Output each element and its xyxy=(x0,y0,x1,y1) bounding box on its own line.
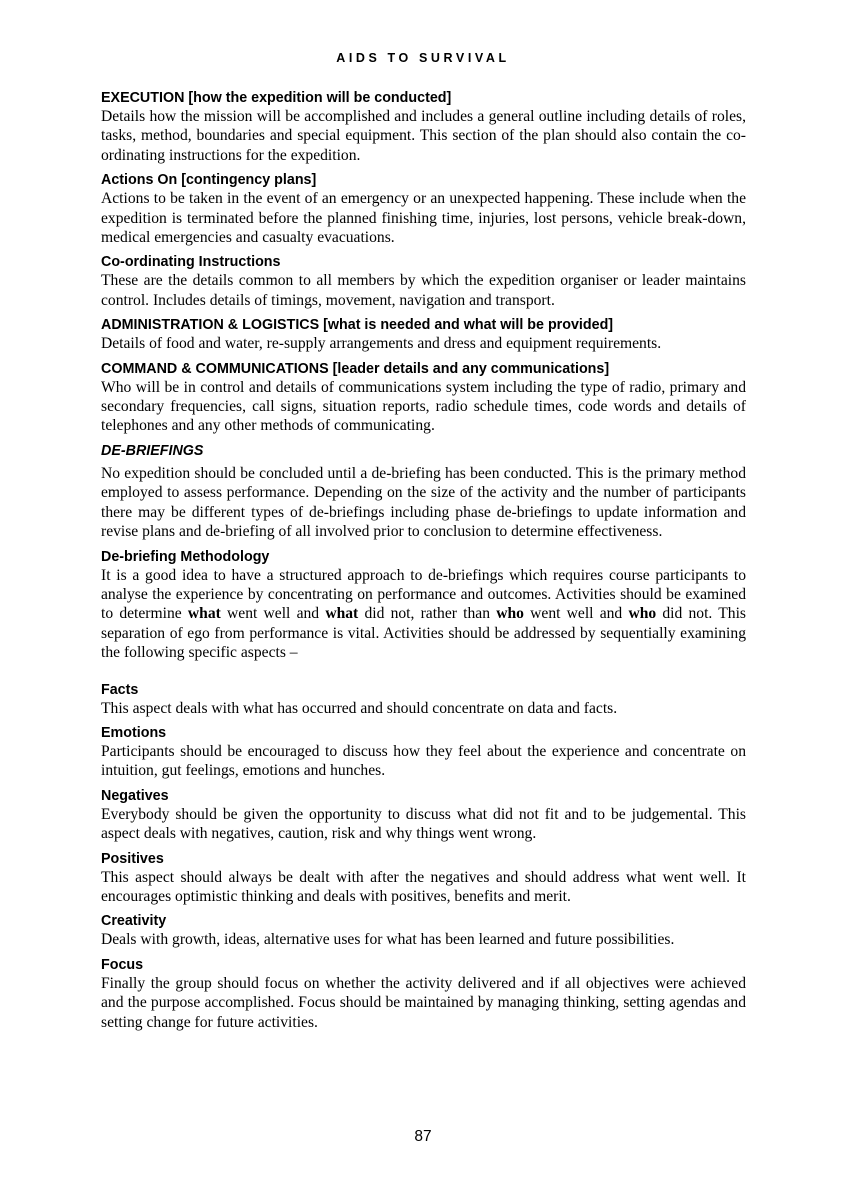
section-body: Actions to be taken in the event of an emergency or an unexpected happening. These include when the expedition is terminated before the planned finishing time, injuries, lost persons, vehicle break-down, medical emergencies and casualty evacuations. xyxy=(101,190,746,247)
section-execution xyxy=(101,89,746,165)
section-heading: Emotions xyxy=(101,724,167,741)
section-command-communications xyxy=(101,360,746,436)
body-text: did not. This separation of ego from performance is vital. Activities should be addressed by sequentially examining the following specific aspects – xyxy=(101,605,746,662)
section-administration-logistics xyxy=(101,316,746,353)
section-body: Participants should be encouraged to discuss how they feel about the experience and concentrate on intuition, gut feelings, emotions and hunches. xyxy=(101,742,746,780)
body-text: did not, rather than xyxy=(358,605,497,623)
section-heading: Actions On [contingency plans] xyxy=(101,172,317,189)
section-heading: EXECUTION [how the expedition will be conducted] xyxy=(101,90,452,106)
section-heading: De-briefing Methodology xyxy=(101,548,270,565)
page-number: 87 xyxy=(414,1128,432,1145)
section-heading: Creativity xyxy=(101,913,167,930)
section-body: This aspect deals with what has occurred and should concentrate on data and facts. xyxy=(101,699,618,717)
section-heading: Negatives xyxy=(101,787,169,804)
section-heading: ADMINISTRATION & LOGISTICS [what is needed and what will be provided] xyxy=(101,317,614,334)
section-body: Everybody should be given the opportunity to discuss what did not fit and to be judgemental. This aspect deals with negatives, caution, risk and why things went wrong. xyxy=(101,805,746,843)
section-heading: DE-BRIEFINGS xyxy=(101,442,204,459)
emphasis-what: what xyxy=(187,605,221,623)
section-body: Who will be in control and details of communications system including the type of radio, primary and secondary frequencies, call signs, situation reports, radio schedule times, code words and details of telephones and any other methods of communicating. xyxy=(101,378,746,435)
running-head: AIDS TO SURVIVAL xyxy=(336,51,510,65)
section-emotions xyxy=(101,724,746,781)
section-debriefing-methodology xyxy=(101,548,746,663)
body-text: It is a good idea to have a structured approach to de-briefings which requires course participants to analyse the experience by concentrating on performance and outcomes. Activities should be examined to determine xyxy=(101,566,746,623)
section-body: Deals with growth, ideas, alternative uses for what has been learned and future possibilities. xyxy=(101,931,675,949)
spacer xyxy=(101,669,746,681)
section-positives xyxy=(101,850,746,907)
section-body: These are the details common to all members by which the expedition organiser or leader maintains control. Includes details of timings, movement, navigation and transport. xyxy=(101,272,746,309)
section-body: This aspect should always be dealt with after the negatives and should address what went well. It encourages optimistic thinking and deals with positives, benefits and merit. xyxy=(101,868,746,905)
section-actions-on xyxy=(101,171,746,247)
section-body: Finally the group should focus on whether the activity delivered and if all objectives were achieved and the purpose accomplished. Focus should be maintained by managing thinking, setting agendas and setting change for future activities. xyxy=(101,974,746,1031)
section-body xyxy=(101,566,746,663)
body-text: went well and xyxy=(523,605,629,623)
content xyxy=(101,89,746,1038)
section-creativity xyxy=(101,912,746,949)
body-text: went well and xyxy=(220,605,326,623)
section-focus xyxy=(101,956,746,1032)
section-facts xyxy=(101,681,746,718)
section-body: No expedition should be concluded until a de-briefing has been conducted. This is the primary method employed to assess performance. Depending on the size of the activity and the number of participants there may be different types of de-briefings including phase de-briefings to update information and revise plans and de-briefing of all involved prior to conclusion to determine effectiveness. xyxy=(101,464,746,541)
section-body: Details of food and water, re-supply arrangements and dress and equipment requirements. xyxy=(101,335,662,353)
emphasis-who: who xyxy=(628,605,657,623)
section-heading: Facts xyxy=(101,681,139,698)
emphasis-what: what xyxy=(325,605,359,623)
emphasis-who: who xyxy=(496,605,524,623)
section-body: Details how the mission will be accomplished and includes a general outline including details of roles, tasks, method, boundaries and special equipment. This section of the plan should also contain the co-ordinating instructions for the expedition. xyxy=(101,108,746,164)
section-heading: Positives xyxy=(101,850,164,867)
section-heading: COMMAND & COMMUNICATIONS [leader details and any communications] xyxy=(101,360,610,377)
section-de-briefings xyxy=(101,442,746,542)
section-heading: Focus xyxy=(101,956,144,973)
section-coordinating-instructions xyxy=(101,253,746,310)
section-heading: Co-ordinating Instructions xyxy=(101,254,281,271)
section-negatives xyxy=(101,787,746,844)
